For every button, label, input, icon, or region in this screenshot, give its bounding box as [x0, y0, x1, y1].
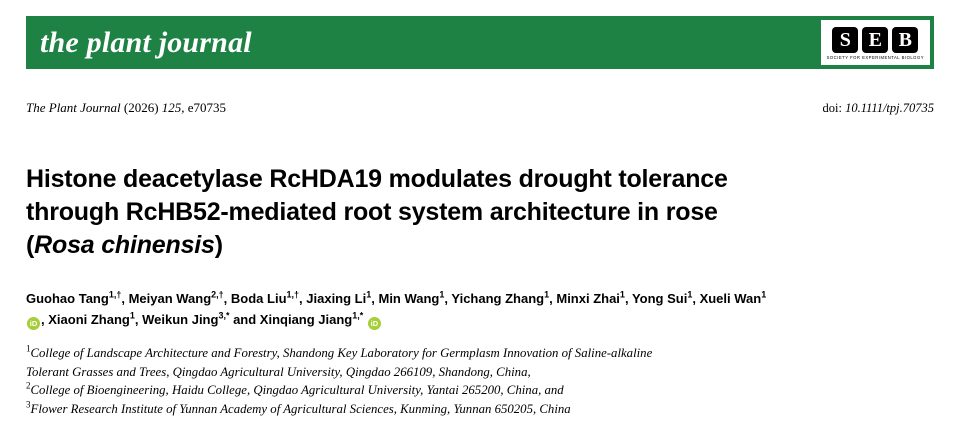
author-affiliation-marker: 1,†	[286, 289, 300, 300]
author-affiliation-marker: 1	[439, 289, 445, 300]
author-separator	[363, 312, 367, 327]
seb-logo	[821, 20, 930, 65]
article-title	[26, 163, 906, 262]
affiliation-marker: 3	[26, 399, 31, 410]
article-title-line-1: Histone deacetylase RcHDA19 modulates drought tolerance	[26, 164, 728, 193]
author-name: Yong Sui	[631, 291, 688, 306]
doi-value[interactable]: 10.1111/tpj.70735	[845, 101, 934, 115]
citation-volume: 125	[161, 100, 182, 115]
author-separator: ,	[134, 312, 143, 327]
author-name: Min Wang	[378, 291, 440, 306]
affiliation-list	[26, 344, 931, 418]
citation-year: (2026)	[123, 100, 159, 115]
seb-logo-letters	[832, 27, 918, 53]
citation-journal-name: The Plant Journal	[26, 100, 121, 115]
doi-line[interactable]	[823, 101, 934, 116]
author-name: Xueli Wan	[699, 291, 762, 306]
author-affiliation-marker: 3,*	[218, 310, 230, 321]
author-affiliation-marker: 2,†	[211, 289, 224, 300]
affiliation-marker: 2	[26, 380, 31, 391]
author-name: Minxi Zhai	[556, 291, 620, 306]
article-title-line-2: through RcHB52-mediated root system architecture in rose	[26, 197, 718, 226]
author-line-2	[26, 309, 931, 330]
author-name: Xiaoni Zhang	[48, 312, 130, 327]
affiliation-text: College of Bioengineering, Haidu College, Qingdao Agricultural University, Yantai 265200, China, and	[30, 383, 564, 397]
author-separator: ,	[41, 312, 49, 327]
author-affiliation-marker: 1	[544, 289, 550, 300]
author-affiliation-marker: 1,*	[352, 310, 364, 321]
seb-letter-s: S	[832, 27, 858, 53]
author-separator: ,	[692, 291, 700, 306]
citation-row	[26, 100, 934, 116]
author-name: Yichang Zhang	[451, 291, 545, 306]
article-title-line-3-prefix: (	[26, 230, 35, 259]
author-separator: ,	[549, 291, 557, 306]
seb-letter-e: E	[862, 27, 888, 53]
article-title-species: Rosa chinensis	[34, 230, 215, 259]
affiliation-line	[26, 400, 931, 419]
orcid-icon[interactable]: iD	[27, 317, 40, 330]
author-separator: ,	[223, 291, 231, 306]
journal-masthead	[26, 16, 934, 69]
author-separator: ,	[624, 291, 632, 306]
author-name: Jiaxing Li	[306, 291, 367, 306]
citation-reference: The Plant Journal (2026) 125, e70735	[26, 100, 227, 115]
orcid-icon[interactable]: iD	[368, 317, 381, 330]
author-name: Boda Liu	[230, 291, 287, 306]
seb-letter-b: B	[892, 27, 918, 53]
author-name: Weikun Jing	[142, 312, 219, 327]
journal-title: the plant journal	[40, 25, 252, 59]
author-line-1	[26, 288, 931, 309]
author-affiliation-marker: 1	[687, 289, 693, 300]
author-separator: ,	[121, 291, 129, 306]
author-separator: ,	[371, 291, 379, 306]
author-affiliation-marker: 1	[366, 289, 372, 300]
author-list	[26, 288, 931, 330]
author-separator: and	[229, 312, 260, 327]
author-separator: ,	[299, 291, 307, 306]
author-affiliation-marker: 1	[619, 289, 625, 300]
affiliation-line	[26, 344, 931, 363]
affiliation-line	[26, 381, 931, 400]
author-affiliation-marker: 1,†	[108, 289, 122, 300]
affiliation-text: Tolerant Grasses and Trees, Qingdao Agricultural University, Qingdao 266109, Shandong, China,	[26, 364, 531, 379]
author-name: Xinqiang Jiang	[259, 312, 353, 327]
affiliation-text: Flower Research Institute of Yunnan Academy of Agricultural Sciences, Kunming, Yunnan 650205, China	[30, 401, 571, 416]
author-affiliation-marker: 1	[761, 289, 767, 300]
author-name: Meiyan Wang	[128, 291, 212, 306]
affiliation-line	[26, 363, 931, 382]
affiliation-marker: 1	[26, 343, 31, 354]
seb-logo-subtitle: SOCIETY FOR EXPERIMENTAL BIOLOGY	[826, 54, 924, 60]
citation-article-number: e70735	[187, 100, 227, 115]
affiliation-text: College of Landscape Architecture and Forestry, Shandong Key Laboratory for Germplasm Innovation of Saline-alkaline	[30, 346, 653, 360]
doi-label: doi:	[822, 101, 846, 115]
author-affiliation-marker: 1	[129, 310, 135, 321]
author-separator: ,	[444, 291, 452, 306]
article-title-line-3-suffix: )	[214, 230, 223, 259]
author-name: Guohao Tang	[26, 291, 109, 306]
